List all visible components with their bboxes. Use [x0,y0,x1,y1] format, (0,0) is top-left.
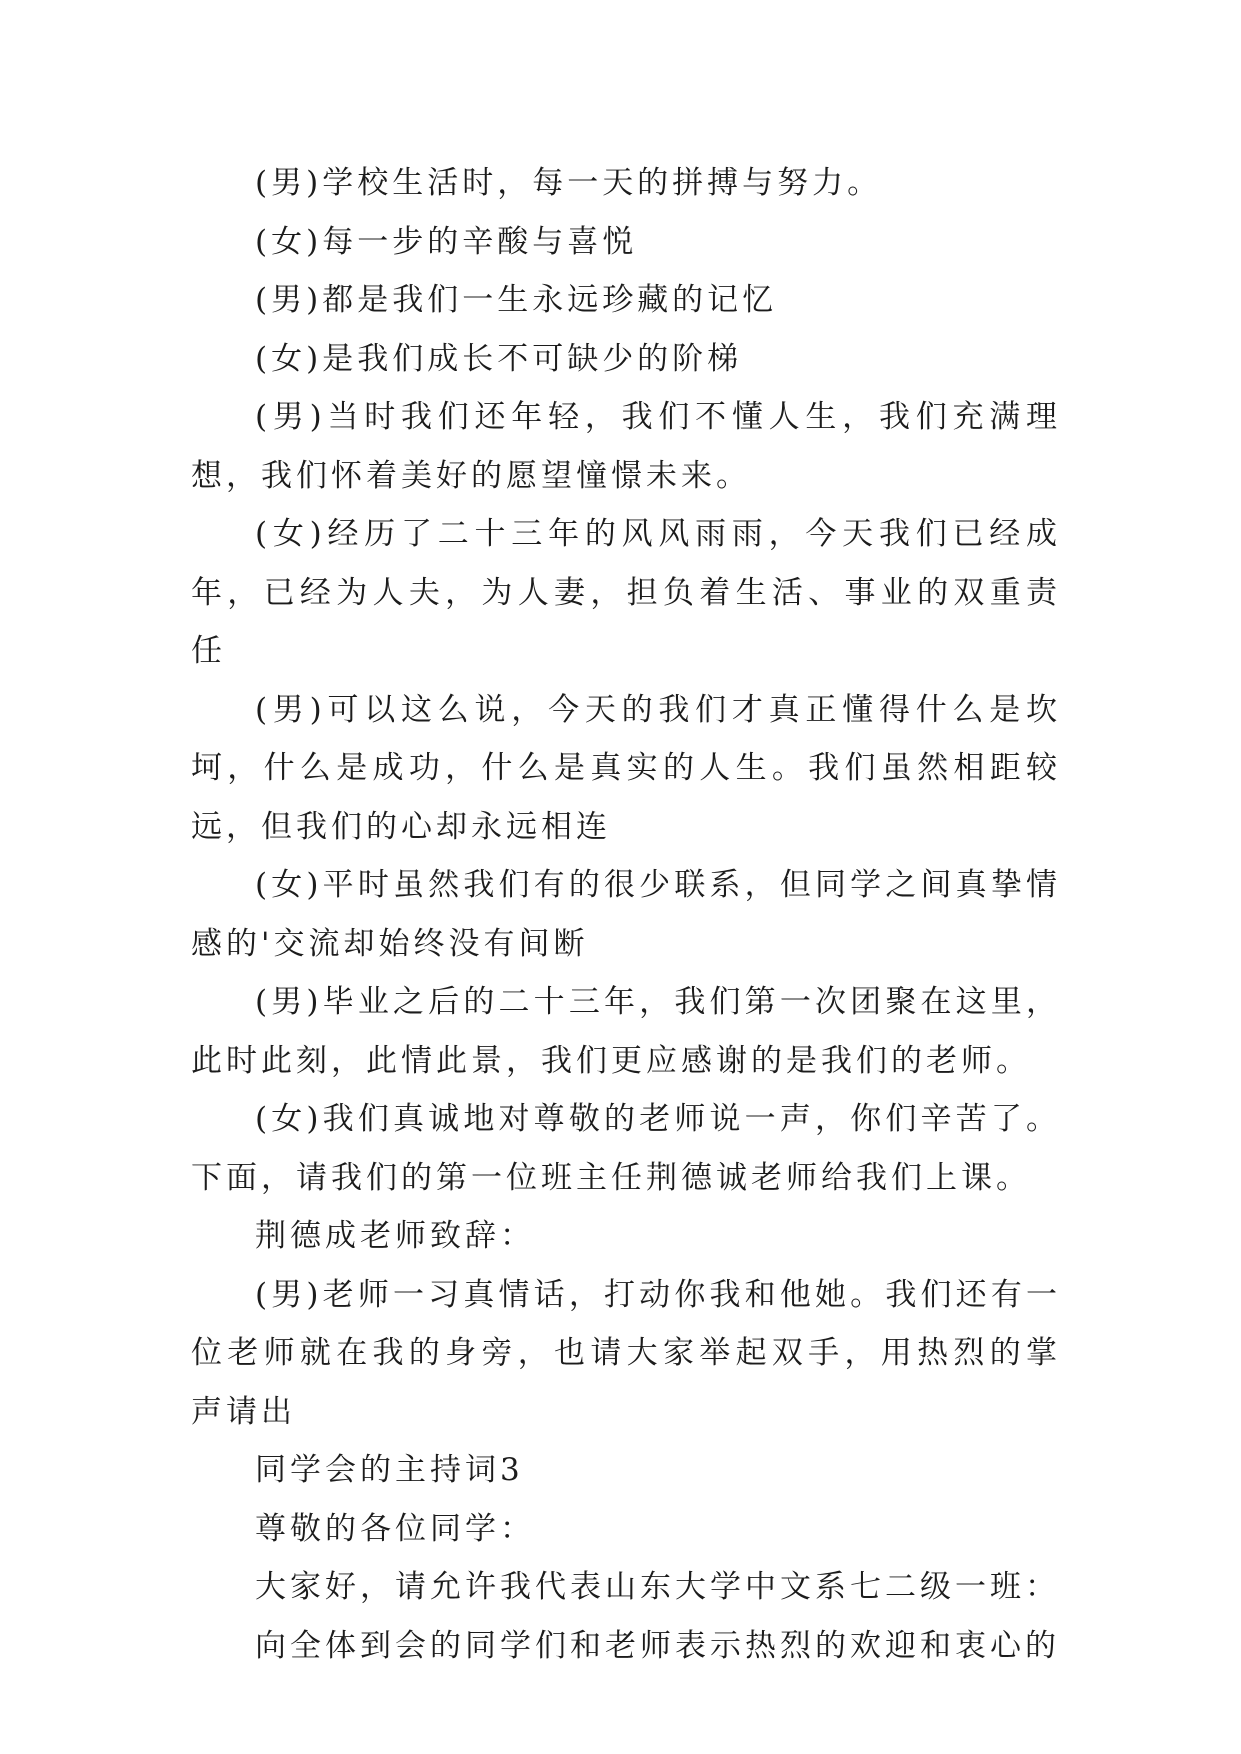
section-heading: 同学会的主持词3 [255,1452,524,1488]
paragraph: (男)学校生活时，每一天的拼搏与努力。 [255,165,883,201]
paragraph: 大家好，请允许我代表山东大学中文系七二级一班： [255,1569,1060,1605]
paragraph: (男)都是我们一生永远珍藏的记忆 [255,282,778,318]
paragraph: (女)是我们成长不可缺少的阶梯 [255,340,743,377]
paragraph: (男)老师一习真情话，打动你我和他她。我们还有一位老师就在我的身旁，也请大家举起双手，用热烈的掌声请出 [191,1276,1061,1430]
paragraph: (女)每一步的辛酸与喜悦 [255,223,638,260]
salutation: 尊敬的各位同学： [255,1510,535,1547]
paragraph: (男)毕业之后的二十三年，我们第一次团聚在这里，此时此刻，此情此景，我们更应感谢的是我们的老师。 [191,984,1061,1079]
paragraph: (女)我们真诚地对尊敬的老师说一声，你们辛苦了。下面，请我们的第一位班主任荆德诚老师给我们上课。 [191,1101,1061,1196]
paragraph: (女)平时虽然我们有的很少联系，但同学之间真挚情感的'交流却始终没有间断 [191,867,1061,962]
document-body [191,154,1061,1675]
paragraph: (男)当时我们还年轻，我们不懂人生，我们充满理想，我们怀着美好的愿望憧憬未来。 [191,399,1061,494]
paragraph: 向全体到会的同学们和老师表示热烈的欢迎和衷心的 [255,1627,1060,1664]
paragraph: (女)经历了二十三年的风风雨雨，今天我们已经成年，已经为人夫，为人妻，担负着生活、事业的双重责任 [191,516,1061,669]
paragraph: 荆德成老师致辞： [255,1218,535,1254]
paragraph: (男)可以这么说，今天的我们才真正懂得什么是坎坷，什么是成功，什么是真实的人生。我们虽然相距较远，但我们的心却永远相连 [191,691,1061,845]
